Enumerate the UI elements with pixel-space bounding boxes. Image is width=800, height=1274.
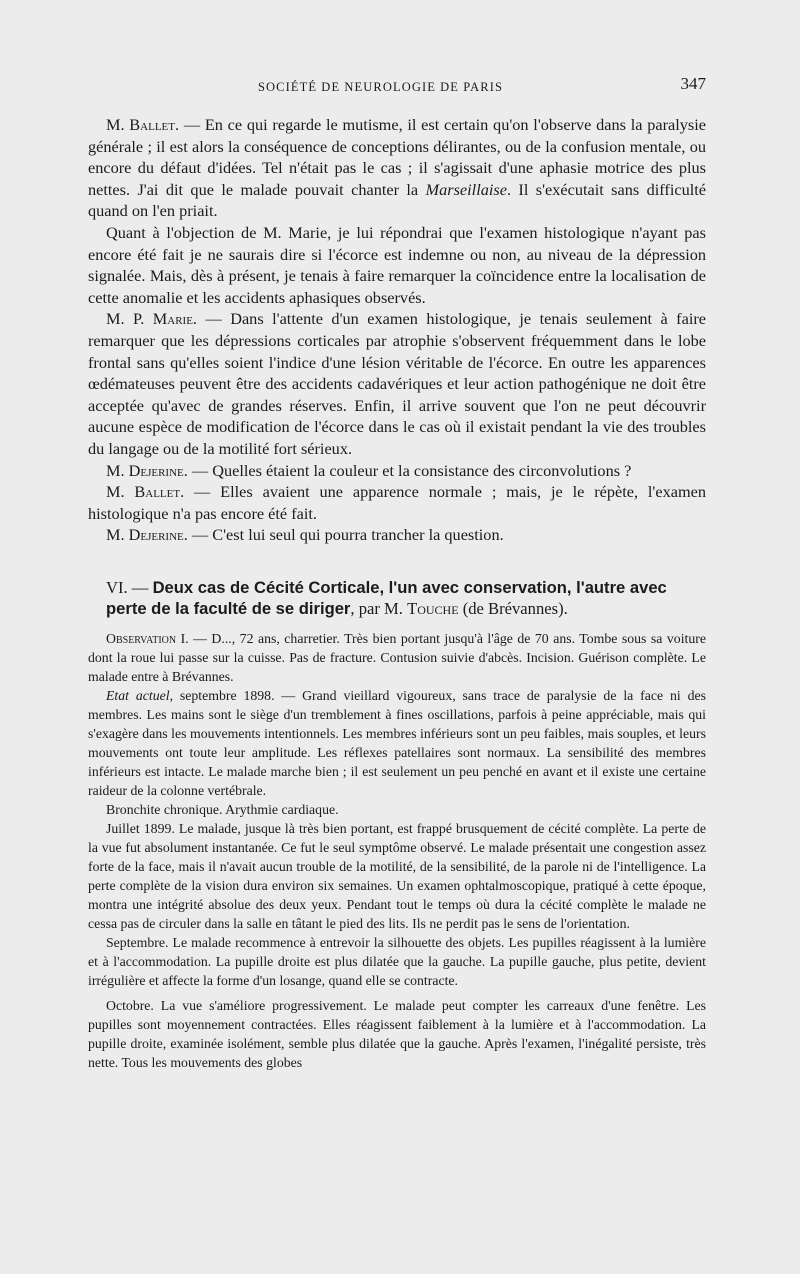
paragraph-marie (88, 308, 706, 459)
italic-title: Marseillaise (425, 179, 507, 199)
paragraph-ballet-1 (88, 114, 706, 222)
speaker-name: M. Dejerine. (106, 525, 188, 545)
paragraph-text: — C'est lui seul qui pourra trancher la question. (187, 525, 504, 545)
paragraph-ballet-3 (88, 481, 706, 524)
observation-label: Observation I. (106, 630, 189, 646)
page-number: 347 (680, 74, 706, 93)
octobre-paragraph: Octobre. La vue s'améliore progressivement. Le malade peut compter les carreaux d'une fenêtre. Les pupilles sont moyennement contractées. Elles réagissent faiblement à la lumière et à l'accommodation. La pupille droite, examinée isolément, semble plus dilatée que la gauche. Après l'examen, l'inégalité persiste, très nette. Tous les mouvements des globes (88, 997, 706, 1070)
paragraph-ballet-2 (88, 222, 706, 308)
paragraph-dejerine-1 (88, 460, 706, 482)
septembre-paragraph: Septembre. Le malade recommence à entrevoir la silhouette des objets. Les pupilles réagissent à la lumière et à l'accommodation. La pupille droite est plus dilatée que la gauche. La pupille gauche, plus petite, devient irrégulière et affecte la forme d'un losange, quand elle se contracte. (88, 934, 706, 988)
section-title: Deux cas de Cécité Corticale, l'un avec conservation, l'autre avec perte de la faculté de se diriger (106, 577, 667, 618)
paragraph-dejerine-2 (88, 524, 706, 546)
etat-actuel-paragraph (88, 686, 706, 800)
page-header (88, 74, 706, 100)
paragraph-text: Quant à l'objection de M. Marie, je lui répondrai que l'examen histologique n'ayant pas encore été fait je ne saurais dire si l'écorce est indemne ou non, au niveau de la dépression signalée. Mais, dès à présent, je tenais à faire remarquer la coïncidence entre la localisation de cette anomalie et les accidents aphasiques observés. (88, 222, 706, 307)
paragraph-text: — Quelles étaient la couleur et la consistance des circonvolutions ? (187, 460, 632, 480)
observation-intro (88, 629, 706, 686)
section-affiliation: (de Brévannes). (458, 598, 568, 618)
speaker-name: M. Dejerine. (106, 460, 188, 480)
discussion-section (88, 114, 706, 546)
juillet-paragraph: Juillet 1899. Le malade, jusque là très bien portant, est frappé brusquement de cécité complète. La perte de la vue fut absolument instantanée. Ce fut le seul symptôme observé. Le malade présentait une congestion assez forte de la face, mais il n'avait aucun trouble de la motilité, de la sensibilité, de la parole ni de l'intelligence. La perte complète de la vision dura environ six semaines. Un examen ophtalmoscopique, pratiqué à cette époque, montra une intégrité absolue des deux yeux. Pendant tout le temps où dura la cécité complète le malade ne cessa pas de circuler dans la salle en tâtant le pied des lits. Ils ne perdit pas le sens de l'orientation. (88, 820, 706, 931)
paragraph-text: — D..., 72 ans, charretier. Très bien portant jusqu'à l'âge de 70 ans. Tombe sous sa voiture dont la roue lui passe sur la cuisse. Pas de fracture. Contusion suivie d'abcès. Incision. Guérison complète. Le malade entre à Brévannes. (88, 630, 706, 684)
observation-section (88, 629, 706, 1072)
paragraph-text: — En ce qui regarde le mutisme, il est certain qu'on l'observe dans la paralysie générale ; il est alors la conséquence de conceptions délirantes, ou de la confusion mentale, ou encore du défaut d'idées. Tel n'était pas le cas ; il s'agissait d'une aphasie motrice des plus nettes. J'ai dit que le malade pouvait chanter la (88, 115, 707, 199)
page-body (88, 114, 706, 1072)
etat-label: Etat actuel (106, 687, 170, 703)
running-title: SOCIÉTÉ DE NEUROLOGIE DE PARIS (258, 80, 504, 94)
section-author: Touche (407, 598, 459, 618)
bronchite-paragraph: Bronchite chronique. Arythmie cardiaque. (106, 801, 339, 817)
section-number: VI. — (106, 577, 153, 597)
speaker-name: M. Ballet. (106, 115, 180, 134)
paragraph-text: — Dans l'attente d'un examen histologique, je tenais seulement à faire remarquer que les dépressions corticales par atrophie s'observent fréquemment dans le lobe frontal sans qu'elles soient l'indice d'une lésion véritable de l'écorce. En outre les apparences œdémateuses peuvent être des accidents cadavériques et leur action pathogénique ne doit être acceptée qu'avec de grandes réserves. Enfin, il arrive souvent que l'on ne peut découvrir aucune espèce de modification de l'écorce dans le cas où il existait pendant la vie des troubles du langage ou de la motilité fort sérieux. (88, 309, 706, 458)
speaker-name: M. Ballet. (106, 482, 185, 502)
paragraph-text: , septembre 1898. — Grand vieillard vigoureux, sans trace de paralysie de la face ni des membres. Les mains sont le siège d'un tremblement à fines oscillations, parfois à peine appréciable, mais qui s'exagère dans les mouvements intentionnels. Les membres inférieurs sont un peu faibles, mais souples, et leurs mouvements ont toute leur amplitude. Les réflexes patellaires sont normaux. La sensibilité des membres inférieurs est intacte. Le malade marche bien ; il est seulement un peu penché en avant et il existe une certaine raideur de la colonne vertébrale. (88, 687, 707, 798)
paragraph-text: — Elles avaient une apparence normale ; mais, je le répète, l'examen histologique n'a pas encore été fait. (88, 482, 706, 523)
speaker-name: M. P. Marie. (106, 309, 197, 329)
section-heading (88, 577, 706, 619)
section-by: , par M. (350, 598, 408, 618)
paragraph-text: . Il s'exécutait sans difficulté quand on l'en priait. (88, 179, 706, 221)
